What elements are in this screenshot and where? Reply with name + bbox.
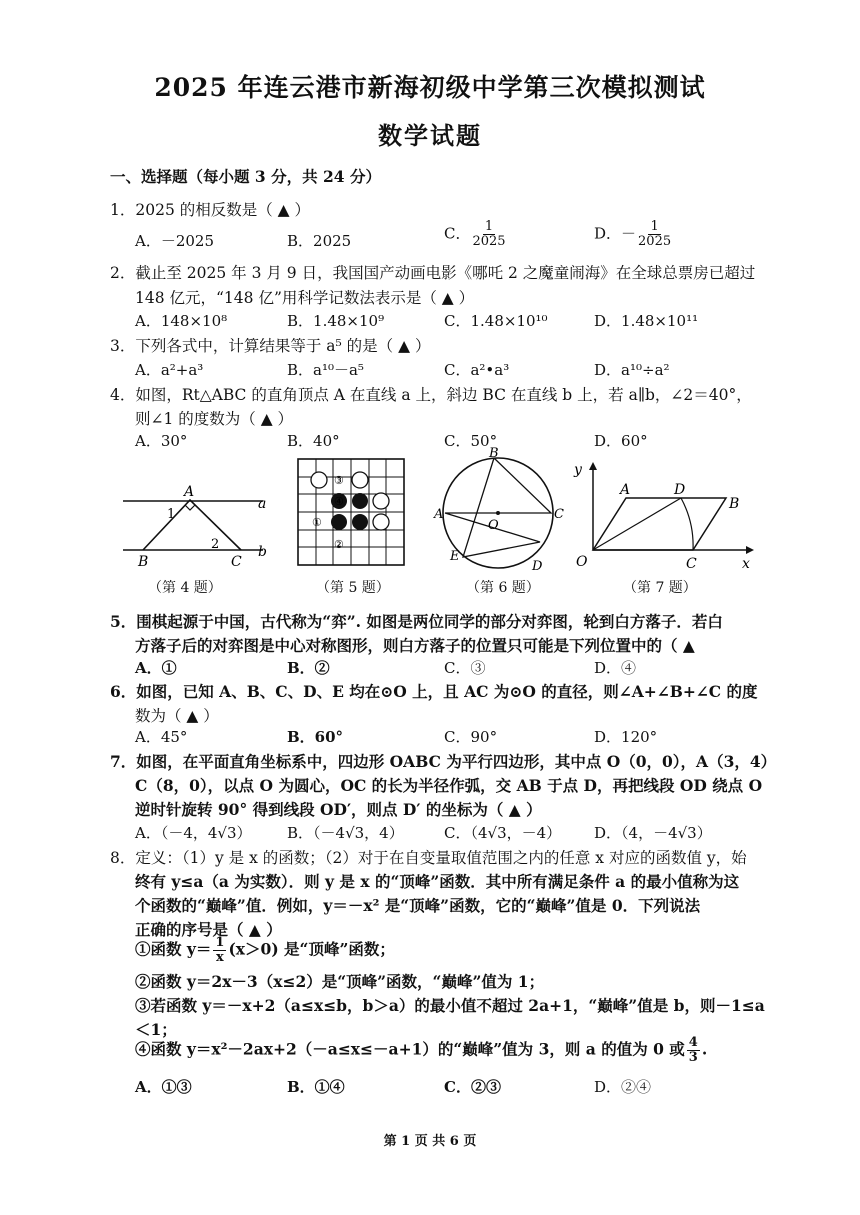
q8-statement-1 xyxy=(135,936,395,965)
label-B: B xyxy=(729,496,740,512)
q1-option-d-label: D．－ xyxy=(594,224,637,243)
q8-statement-2: ②函数 y＝2x－3（x≤2）是“顶峰”函数，“巅峰”值为 1； xyxy=(135,972,545,991)
fraction-numerator: 1 xyxy=(215,935,225,950)
label-D: D xyxy=(532,559,543,574)
label-angle-2: 2 xyxy=(211,537,220,552)
fraction-numerator: 1 xyxy=(484,219,494,234)
label-A: A xyxy=(184,484,195,500)
label-C: C xyxy=(686,556,697,572)
q4-option-d: D．60° xyxy=(594,432,648,450)
q7-option-d: D．（4，－4√3） xyxy=(594,824,712,842)
figure-5-go-board xyxy=(297,458,407,568)
right-angle-mark xyxy=(185,505,195,510)
y-axis-arrow xyxy=(589,462,597,470)
section-heading: 一、选择题（每小题 3 分，共 24 分） xyxy=(110,167,381,186)
q8-stem-line4: 正确的序号是（ ▲ ） xyxy=(135,920,282,939)
fraction-denominator: 2025 xyxy=(638,234,672,249)
q8-option-c: C．②③ xyxy=(444,1078,501,1096)
q2-option-c: C．1.48×10¹⁰ xyxy=(444,312,548,330)
q1-option-d xyxy=(594,220,673,249)
x-axis-arrow xyxy=(746,546,754,554)
label-B: B xyxy=(489,446,499,461)
q5-option-b: B．② xyxy=(287,659,330,677)
statement-1-suffix: (x＞0) 是“顶峰”函数； xyxy=(228,939,395,959)
fraction-numerator: 4 xyxy=(688,1035,698,1050)
q6-option-c: C．90° xyxy=(444,728,498,746)
q5-option-d: D．④ xyxy=(594,659,637,677)
q7-stem-line2: C（8，0），以点 O 为圆心，OC 的长为半径作弧，交 AB 于点 D，再把线段 OD 绕点 O xyxy=(135,776,763,795)
position-marker-4: ④ xyxy=(334,495,344,508)
q7-option-a: A．（－4，4√3） xyxy=(135,824,252,842)
q1-stem: 1．2025 的相反数是（ ▲ ） xyxy=(110,201,311,219)
white-stone xyxy=(373,514,389,530)
q1-option-c xyxy=(444,220,508,249)
q2-option-a: A．148×10⁸ xyxy=(135,312,228,330)
label-A: A xyxy=(620,482,631,498)
q6-stem-line1: 6．如图，已知 A、B、C、D、E 均在⊙O 上，且 AC 为⊙O 的直径，则∠A+∠B+∠C 的度 xyxy=(110,682,758,701)
figure-4-triangle xyxy=(118,478,278,573)
label-C: C xyxy=(231,554,242,570)
q1-option-c-fraction xyxy=(472,220,505,249)
q7-option-c: C．（4√3，－4） xyxy=(444,824,562,842)
label-angle-1: 1 xyxy=(167,507,176,522)
q2-stem-line2: 148 亿元，“148 亿”用科学记数法表示是（ ▲ ） xyxy=(135,289,475,307)
q2-option-b: B．1.48×10⁹ xyxy=(287,312,385,330)
q1-option-c-label: C． xyxy=(444,224,471,243)
q3-stem: 3．下列各式中，计算结果等于 a⁵ 的是（ ▲ ） xyxy=(110,337,431,355)
label-O: O xyxy=(488,518,499,533)
arc-cd xyxy=(681,498,693,550)
segment-od xyxy=(593,498,681,550)
position-marker-1: ① xyxy=(312,516,322,529)
q5-option-a: A．① xyxy=(135,659,177,677)
statement-1-prefix: ①函数 y＝ xyxy=(135,939,212,959)
q2-stem-line1: 2．截止至 2025 年 3 月 9 日，我国国产动画电影《哪吒 2 之魔童闹海》在全球总票房已超过 xyxy=(110,264,756,282)
label-D: D xyxy=(674,482,686,498)
q8-statement-3b: ＜1； xyxy=(135,1020,177,1039)
q4-option-c: C．50° xyxy=(444,432,498,450)
q1-option-d-fraction xyxy=(638,220,671,249)
q5-stem-line1: 5．围棋起源于中国，古代称为“弈”. 如图是两位同学的部分对弈图，轮到白方落子．若白 xyxy=(110,612,723,631)
label-C: C xyxy=(554,507,564,522)
exam-subtitle: 数学试题 xyxy=(378,121,482,150)
q8-stem-line2: 终有 y≤a（a 为实数）．则 y 是 x 的“顶峰”函数．其中所有满足条件 a 的最小值称为这 xyxy=(135,872,740,891)
q8-statement-3a: ③若函数 y＝－x+2（a≤x≤b，b＞a）的最小值不超过 2a+1，“巅峰”值是 b，则－1≤a xyxy=(135,996,765,1015)
center-point xyxy=(496,511,500,515)
fraction-denominator: 3 xyxy=(688,1050,698,1065)
q8-option-d: D．②④ xyxy=(594,1078,652,1096)
figure-7-coordinate-plot xyxy=(568,458,758,573)
parallelogram-oabc xyxy=(593,498,726,550)
q4-option-a: A．30° xyxy=(135,432,188,450)
figure-6-circle-star xyxy=(432,445,567,575)
page-footer: 第 1 页 共 6 页 xyxy=(383,1134,477,1149)
q6-option-d: D．120° xyxy=(594,728,658,746)
figure-6-caption: （第 6 题） xyxy=(466,580,540,596)
q8-option-b: B．①④ xyxy=(287,1078,345,1096)
q4-stem-line2: 则∠1 的度数为（ ▲ ） xyxy=(135,410,294,428)
black-stone xyxy=(352,493,368,509)
q3-option-a: A．a²+a³ xyxy=(135,361,204,379)
q3-option-c: C．a²•a³ xyxy=(444,361,510,379)
fraction-denominator: 2025 xyxy=(472,234,506,249)
q8-statement-4 xyxy=(135,1036,707,1065)
position-marker-2: ② xyxy=(334,538,344,551)
black-stone xyxy=(331,514,347,530)
fraction-numerator: 1 xyxy=(650,219,659,234)
position-marker-3: ③ xyxy=(334,474,344,487)
q7-option-b: B．（－4√3，4） xyxy=(287,824,404,842)
q6-option-a: A．45° xyxy=(135,728,188,746)
q2-option-d: D．1.48×10¹¹ xyxy=(594,312,699,330)
q8-stem-line1: 8．定义：（1）y 是 x 的函数；（2）对于在自变量取值范围之内的任意 x 对应的函数值 y，始 xyxy=(110,849,747,867)
q8-stem-line3: 个函数的“巅峰”值．例如，y＝－x² 是“顶峰”函数，它的“巅峰”值是 0．下列说法 xyxy=(135,896,701,915)
label-y: y xyxy=(574,462,582,478)
label-E: E xyxy=(450,549,460,564)
label-x: x xyxy=(742,556,750,572)
statement-1-fraction xyxy=(213,936,226,965)
label-B: B xyxy=(138,554,149,570)
q3-option-d: D．a¹⁰÷a² xyxy=(594,361,670,379)
q4-stem-line1: 4．如图，Rt△ABC 的直角顶点 A 在直线 a 上，斜边 BC 在直线 b 上，若 a∥b，∠2＝40°， xyxy=(110,386,752,404)
label-O: O xyxy=(576,554,588,570)
q4-option-b: B．40° xyxy=(287,432,340,450)
q5-option-c: C．③ xyxy=(444,659,486,677)
figure-5-caption: （第 5 题） xyxy=(316,580,390,596)
q1-option-b: B．2025 xyxy=(287,232,352,250)
statement-4-prefix: ④函数 y＝x²－2ax+2（－a≤x≤－a+1）的“巅峰”值为 3，则 a 的值为 0 或 xyxy=(135,1039,685,1059)
statement-4-fraction xyxy=(687,1036,700,1065)
q6-option-b: B．60° xyxy=(287,728,344,746)
label-a: a xyxy=(258,496,267,512)
label-A: A xyxy=(434,507,444,522)
q3-option-b: B．a¹⁰－a⁵ xyxy=(287,361,364,379)
white-stone xyxy=(352,472,368,488)
figure-4-caption: （第 4 题） xyxy=(148,580,222,596)
white-stone xyxy=(311,472,327,488)
label-b: b xyxy=(258,544,267,560)
q5-stem-line2: 方落子后的对弈图是中心对称图形，则白方落子的位置只可能是下列位置中的（ ▲ xyxy=(135,636,695,655)
white-stone xyxy=(373,493,389,509)
q7-stem-line1: 7．如图，在平面直角坐标系中，四边形 OABC 为平行四边形，其中点 O（0，0），A（3，4） xyxy=(110,752,777,771)
q7-stem-line3: 逆时针旋转 90° 得到线段 OD′，则点 D′ 的坐标为（ ▲ ） xyxy=(135,800,542,819)
q8-option-a: A．①③ xyxy=(135,1078,192,1096)
fraction-denominator: x xyxy=(216,950,224,965)
q6-stem-line2: 数为（ ▲ ） xyxy=(135,707,219,725)
figure-7-caption: （第 7 题） xyxy=(623,580,697,596)
statement-4-suffix: . xyxy=(701,1039,708,1059)
q1-option-a: A．－2025 xyxy=(135,232,215,250)
exam-title: 2025 年连云港市新海初级中学第三次模拟测试 xyxy=(154,73,706,102)
black-stone xyxy=(352,514,368,530)
